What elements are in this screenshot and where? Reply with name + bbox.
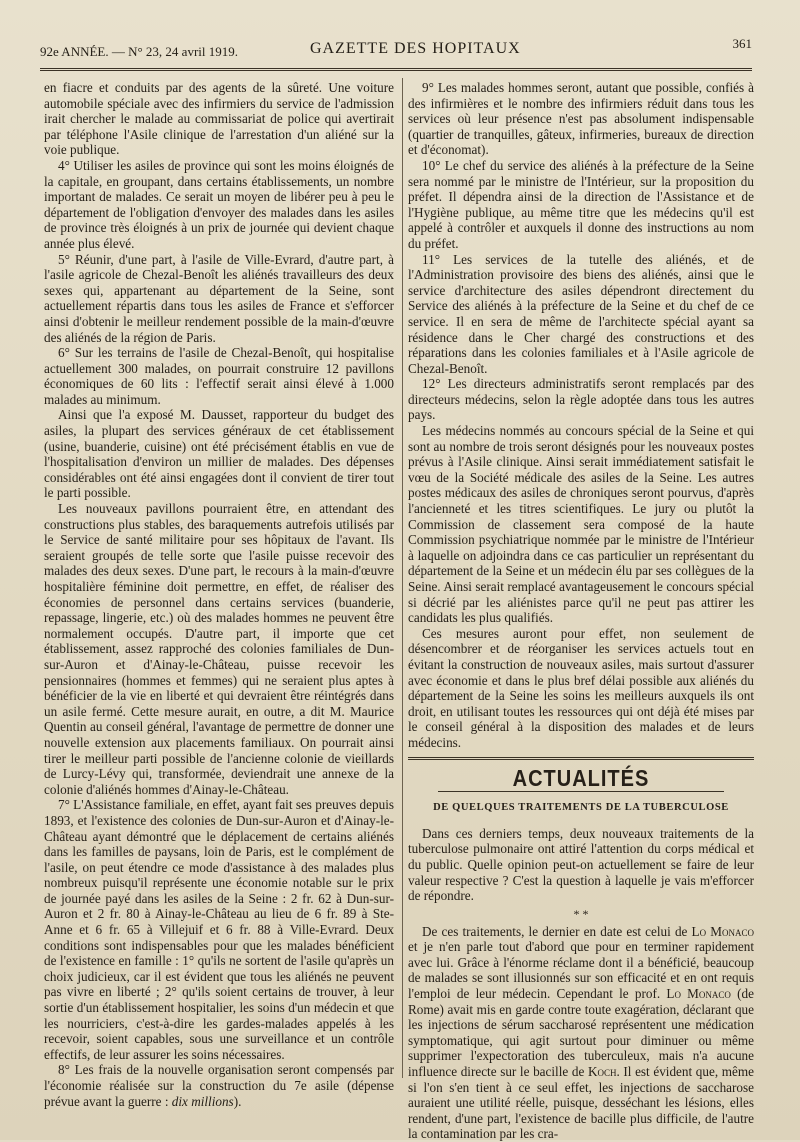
issue-info: 92e ANNÉE. — N° 23, 24 avril 1919. <box>40 44 239 59</box>
paragraph: 10° Le chef du service des aliénés à la préfecture de la Seine sera nommé par le ministre de l'Intérieur, sur la proposition du préfet. Il dépendra ainsi de la direction de l'Assistance et de l'Hygiène publique, au même titre que les médecins qu'il est appelé à contrôler et auxquels il donne des instructions au nom du préfet. <box>408 157 754 251</box>
paragraph: 4° Utiliser les asiles de province qui sont les moins éloignés de la capitale, en groupant, dans certains établissements, un nombre important de malades. Ce serait un moyen de libérer peu à peu le département de l'obligation d'envoyer des malades dans les asiles de province très éloignés à un prix de journée qui devient chaque année plus élevé. <box>44 157 394 251</box>
left-column <box>44 80 394 1109</box>
name-lo-monaco: Lo Monaco <box>691 923 754 939</box>
article-heading: DE QUELQUES TRAITEMENTS DE LA TUBERCULOSE <box>433 802 729 814</box>
paragraph: 5° Réunir, d'une part, à l'asile de Ville-Evrard, d'autre part, à l'asile agricole de Chezal-Benoît les aliénés travailleurs des deux sexes qui, appartenant au département de la Seine, sont actuellement répartis dans tous les asiles de France et s'efforcer ainsi d'obtenir le meilleur rendement possible de la main-d'œuvre des aliénés de la région de Paris. <box>44 251 394 345</box>
header-rule <box>40 68 752 71</box>
paragraph: Ainsi que l'a exposé M. Dausset, rapporteur du budget des asiles, la plupart des services généraux de cet établissement (usine, buanderie, cuisine) ont été précisément établis en vue de l'hospitalisation d'environ un millier de malades. Des dépenses considérables ont été ainsi engagées dont il convient de tirer tout le parti possible. <box>44 407 394 501</box>
right-column <box>408 80 754 1142</box>
paragraph: Les nouveaux pavillons pourraient être, en attendant des constructions plus stables, des baraquements autrefois utilisés par le Service de santé militaire pour ses hôpitaux de l'avant. Ils seraient groupés de telle sorte que l'asile puisse recevoir des malades des deux sexes. D'une part, le recours à la main-d'œuvre hospitalière féminine doit permettre, en effet, de réaliser des économies de personnel dans certains services (buanderie, repassage, lingerie, etc.) où des malades hommes ne peuvent être normalement occupés. D'autre part, il importe que cet établissement, assez rapproché des colonies familiales de Dun-sur-Auron et d'Ainay-le-Château, puisse recevoir les pensionnaires (hommes et femmes) qui ne seraient plus aptes à bénéficier de la vie en liberté et qui devraient être réintégrés dans un asile fermé. Cette mesure aurait, en outre, a dit M. Maurice Quentin au conseil général, l'avantage de permettre de donner une nouvelle extension aux placements familiaux. On pourrait ainsi tirer le meilleur parti possible de l'ancienne colonie de vieillards de Lurcy-Lévy qui, transformée, deviendrait une annexe de la colonie d'aliénés hommes d'Ainay-le-Château. <box>44 501 394 797</box>
section-title: ACTUALITÉS <box>512 765 650 792</box>
name-lo-monaco: Lo Monaco <box>666 986 731 1002</box>
section-stars: * * <box>573 906 589 921</box>
journal-title: GAZETTE DES HOPITAUX <box>310 40 521 57</box>
paragraph: Les médecins nommés au concours spécial de la Seine et qui sont au nombre de trois seront désignés pour les nouveaux postes prévus à l'Asile clinique. Ainsi serait immédiatement satisfait le vœu de la Société médicale des asiles de la Seine. Les autres postes médicaux des asiles de chroniques seront pourvus, d'après l'ancienneté et les titres scientifiques. Le jury ou plutôt la Commission de classement sera composé de la haute Commission psychiatrique nommée par le ministre de l'Intérieur à laquelle on adjoindra dans ce cas particulier un représentant du département de la Seine et un médecin élu par ses collègues de la Seine. Ainsi serait remplacé avantageusement le concours spécial si décrié par les aliénistes parce qu'il ne peut pas attirer les candidats les plus qualifiés. <box>408 423 754 626</box>
page-header <box>40 36 752 66</box>
paragraph: 6° Sur les terrains de l'asile de Chezal-Benoît, qui hospitalise actuellement 300 malades, on pourrait construire 12 pavillons économiques de 60 lits : l'effectif serait ainsi élevé à 1.000 malades au minimum. <box>44 345 394 407</box>
paragraph: en fiacre et conduits par des agents de la sûreté. Une voiture automobile spéciale avec des infirmiers du service de l'admission irait chercher le malade au commissariat de police qui avertirait par téléphone l'Asile clinique de l'arrestation d'un aliéné sur la voie publique. <box>44 80 394 158</box>
paragraph: 7° L'Assistance familiale, en effet, ayant fait ses preuves depuis 1893, et l'existence des colonies de Dun-sur-Auron et d'Ainay-le-Château ayant démontré que le déplacement de certains aliénés dans les familles de paysans, loin de Paris, est le complément de l'asile, on peut étendre ce mode d'assistance à des malades plus nombreux puisqu'il représente une économie notable sur le prix de journée payé dans les asiles de la Seine : 2 fr. 62 à Dun-sur-Auron et 2 fr. 80 à Ainay-le-Château au lieu de 6 fr. 89 à Ste-Anne et 6 fr. 65 à Villejuif et 6 fr. 88 à Ville-Evrard. Deux conditions sont indispensables pour que les malades bénéficient de l'existence en famille : 1° qu'ils ne sortent de l'asile qu'après un choix judicieux, car il est évident que tous les aliénés ne peuvent pas vivre en liberté ; 2° qu'ils soient certains de trouver, à leur sortie d'un établissement hospitalier, les soins d'un médecin et que les nourriciers, c'est-à-dire les gardes-malades appelés à les recevoir, soient capables, sous une surveillance et un contrôle effectifs, de leur assurer les soins nécessaires. <box>44 797 394 1062</box>
text-run: . Il est évident que, même si l'on s'en tient à ce seul effet, les injections de saccharose auraient une utilité réelle, puisque, desséchant les lésions, elles rendent, d'une part, l'existence de bacille plus difficile, de l'autre la contamination par les cra- <box>408 1064 754 1142</box>
paragraph: 11° Les services de la tutelle des aliénés, et de l'Administration provisoire des biens des aliénés, ainsi que le service d'architecture des asiles dépendront directement du Service des aliénés à la préfecture de la Seine et du chef de ce service. Il en sera de même de l'architecte spécial ayant sa résidence dans le Cher chargé des constructions et des réparations dans les colonies familiales et à l'Asile agricole de Chezal-Benoît. <box>408 251 754 376</box>
paragraph: Ces mesures auront pour effet, non seulement de désencombrer et de réorganiser les services actuels tout en évitant la construction de nouveaux asiles, mais surtout d'assurer avec économie et dans le plus bref délai possible aux aliénés du département de la Seine les soins les meilleurs auxquels ils ont droit, en utilisant toutes les ressources qui ont déjà été mises par le conseil général à la disposition des malades et de leurs médecins. <box>408 625 754 750</box>
text-run: De ces traitements, le dernier en date est celui de <box>422 923 692 939</box>
paragraph: Dans ces derniers temps, deux nouveaux traitements de la tuberculose pulmonaire ont attiré l'attention du corps médical et du public. Quelle opinion peut-on actuellement se faire de leur valeur respective ? C'est la question à laquelle je vais m'efforcer de répondre. <box>408 825 754 904</box>
column-divider <box>402 78 403 1078</box>
paragraph: 9° Les malades hommes seront, autant que possible, confiés à des infirmières et le nombre des infirmiers réduit dans tous les services où leur présence n'est pas absolument indispensable (quartier de tranquilles, gâteux, infirmeries, bureaux de direction et d'économat). <box>408 80 754 158</box>
paragraph <box>408 924 754 1142</box>
section-rule <box>408 757 754 760</box>
paragraph: 12° Les directeurs administratifs seront remplacés par des directeurs médecins, selon la règle adoptée dans tous les autres pays. <box>408 376 754 423</box>
text-run: et je n'en parle tout d'abord que pour en terminer rapidement avec lui. Grâce à l'énorme réclame dont il a bénéficié, beaucoup de malades se sont illusionnés sur son efficacité et en ont requis l'emploi de leur médecin. Cependant le prof. <box>408 939 754 1002</box>
text-run: (de Rome) avait mis en garde contre toute exagération, déclarant que les injections de sérum saccharosé représentent une médication symptomatique, qui agit surtout pour diminuer ou même supprimer l'expectoration des tuberculeux, mais n'a aucune influence directe sur le bacille de <box>408 986 754 1080</box>
name-koch: Koch <box>587 1064 617 1080</box>
paragraph <box>44 1062 394 1109</box>
paragraph-text: 8° Les frais de la nouvelle organisation seront compensés par l'économie réalisée sur la construction du 7e asile (dépense prévue avant la guerre : <box>44 1062 394 1109</box>
paragraph-end: ). <box>233 1093 242 1109</box>
page-number: 361 <box>732 36 752 51</box>
italic-amount: dix millions <box>171 1093 234 1109</box>
